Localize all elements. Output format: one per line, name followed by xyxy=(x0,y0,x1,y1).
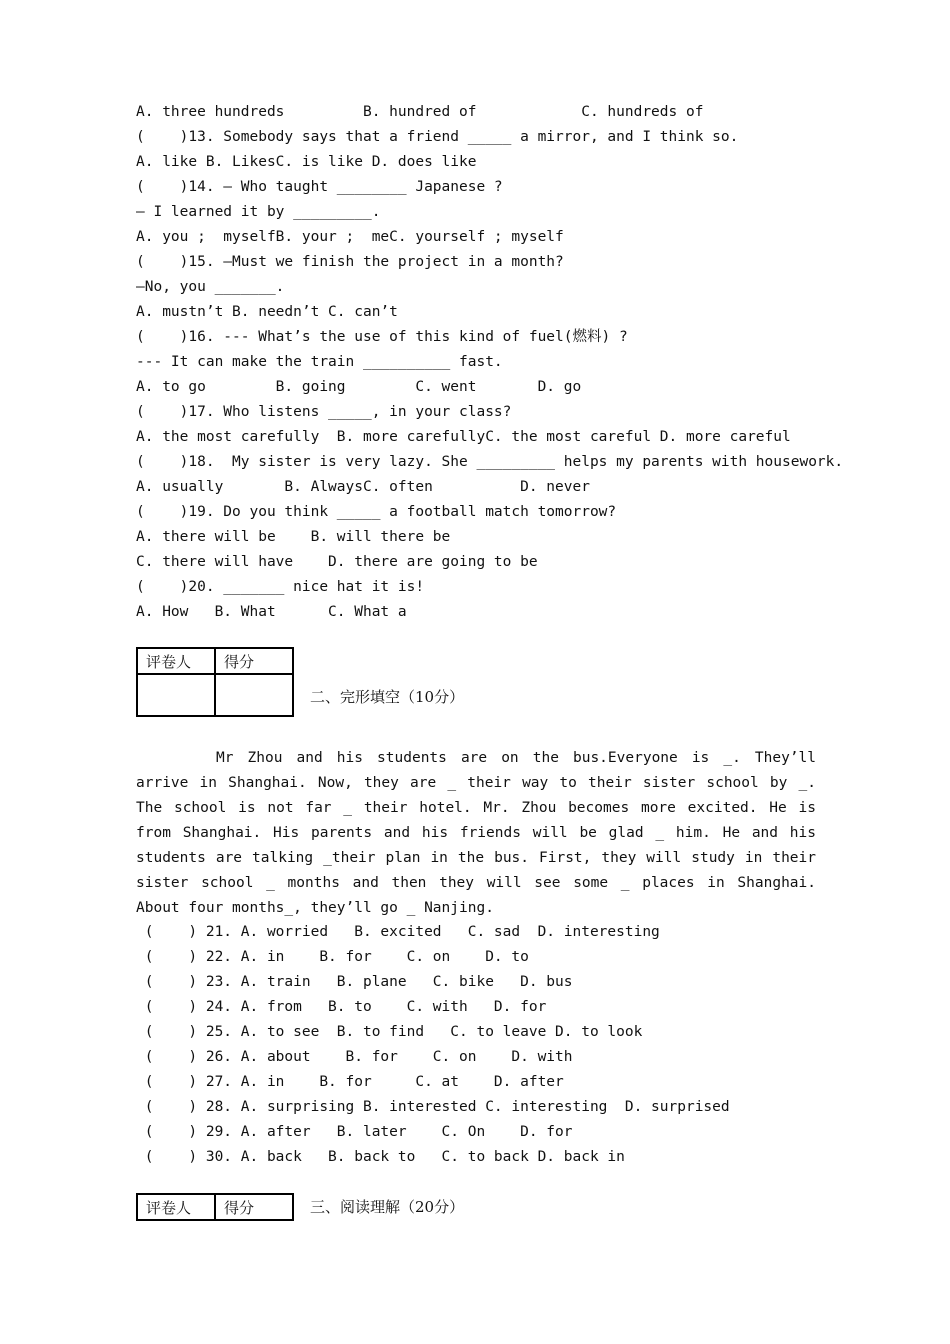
section2-title: 二、完形填空（10分） xyxy=(310,688,465,706)
options-14: A. you ; myselfB. your ; meC. yourself ; myself xyxy=(136,229,564,245)
cloze-question-30: ( ) 30. A. back B. back to C. to back D. back in xyxy=(136,1149,625,1165)
cloze-passage: Mr Zhou and his students are on the bus.Everyone is _. They’ll arrive in Shanghai. Now, they are _ their way to their sister school by _. The school is not far _ their hotel. Mr. Zhou becomes more excited. He is from Shanghai. His parents and his friends will be glad _ him. He and his students are talking _their plan in the bus. First, they will study in their sister school _ months and then they will see some _ places in Shanghai. About four months_, they’ll go _ Nanjing. xyxy=(136,750,816,916)
question-17: ( )17. Who listens _____, in your class? xyxy=(136,404,512,420)
options-18: A. usually B. AlwaysC. often D. never xyxy=(136,479,590,495)
cloze-question-21: ( ) 21. A. worried B. excited C. sad D. interesting xyxy=(136,924,660,940)
cloze-question-29: ( ) 29. A. after B. later C. On D. for xyxy=(136,1124,573,1140)
cloze-question-25: ( ) 25. A. to see B. to find C. to leave D. to look xyxy=(136,1024,643,1040)
grader-cell[interactable] xyxy=(137,674,215,716)
options-20: A. How B. What C. What a xyxy=(136,604,407,620)
score-header: 得分 xyxy=(215,648,293,674)
question-15-reply: —No, you _______. xyxy=(136,279,285,295)
question-20: ( )20. _______ nice hat it is! xyxy=(136,579,425,595)
grader-header: 评卷人 xyxy=(137,1194,215,1220)
question-18: ( )18. My sister is very lazy. She _________ helps my parents with housework. xyxy=(136,454,844,470)
score-table-section2 xyxy=(136,647,294,717)
text-line: A. three hundreds B. hundred of C. hundreds of xyxy=(136,104,704,120)
question-19: ( )19. Do you think _____ a football match tomorrow? xyxy=(136,504,617,520)
options-17: A. the most carefully B. more carefullyC. the most careful D. more careful xyxy=(136,429,791,445)
cloze-question-23: ( ) 23. A. train B. plane C. bike D. bus xyxy=(136,974,573,990)
cloze-question-28: ( ) 28. A. surprising B. interested C. interesting D. surprised xyxy=(136,1099,730,1115)
question-16: ( )16. --- What’s the use of this kind of fuel(燃料) ? xyxy=(136,329,628,345)
options-13: A. like B. LikesC. is like D. does like xyxy=(136,154,477,170)
question-15: ( )15. —Must we finish the project in a month? xyxy=(136,254,564,270)
cloze-question-27: ( ) 27. A. in B. for C. at D. after xyxy=(136,1074,564,1090)
options-19-cd: C. there will have D. there are going to be xyxy=(136,554,538,570)
question-13: ( )13. Somebody says that a friend _____ a mirror, and I think so. xyxy=(136,129,739,145)
question-14: ( )14. — Who taught ________ Japanese ? xyxy=(136,179,503,195)
grader-header: 评卷人 xyxy=(137,648,215,674)
score-cell[interactable] xyxy=(215,674,293,716)
score-header: 得分 xyxy=(215,1194,293,1220)
options-15: A. mustn’t B. needn’t C. can’t xyxy=(136,304,398,320)
cloze-question-24: ( ) 24. A. from B. to C. with D. for xyxy=(136,999,547,1015)
section3-title: 三、阅读理解（20分） xyxy=(310,1198,465,1216)
options-19-ab: A. there will be B. will there be xyxy=(136,529,451,545)
score-table-section3 xyxy=(136,1193,294,1221)
cloze-question-26: ( ) 26. A. about B. for C. on D. with xyxy=(136,1049,573,1065)
options-16: A. to go B. going C. went D. go xyxy=(136,379,582,395)
question-14-reply: — I learned it by _________. xyxy=(136,204,381,220)
cloze-question-22: ( ) 22. A. in B. for C. on D. to xyxy=(136,949,529,965)
question-16-reply: --- It can make the train __________ fast. xyxy=(136,354,503,370)
